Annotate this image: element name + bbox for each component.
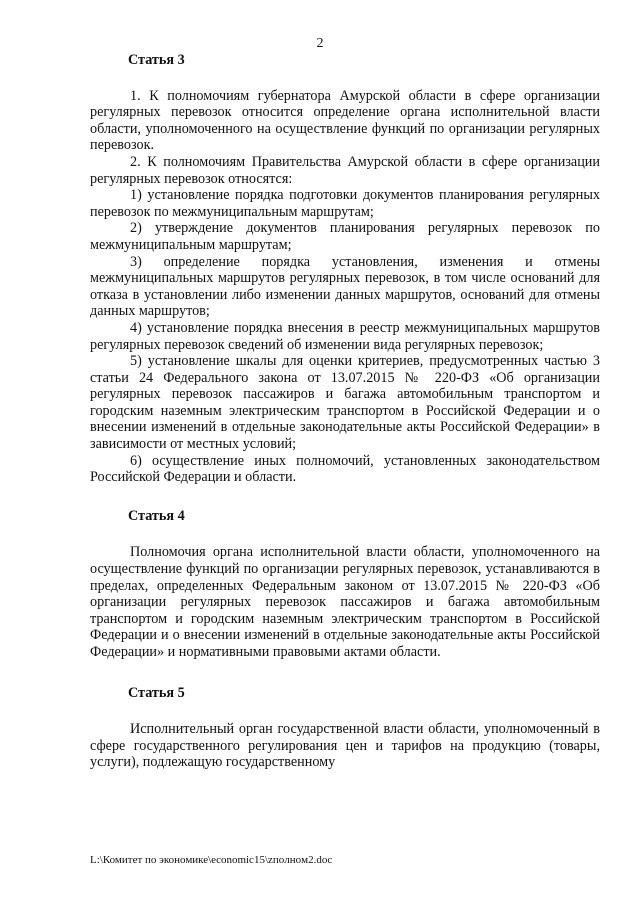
document-body [90, 52, 600, 771]
page-number: 2 [316, 36, 324, 51]
article-3-paragraph-1: 1. К полномочиям губернатора Амурской области в сфере организации регулярных перевозок относится определение органа исполнительной власти области, уполномоченного на осуществление функций по организации регулярных перевозок. [90, 87, 600, 154]
article-3-item-1: 1) установление порядка подготовки документов планирования регулярных перевозок по межмуниципальным маршрутам; [90, 187, 600, 220]
article-3-item-6: 6) осуществление иных полномочий, установленных законодательством Российской Федерации и области. [90, 452, 600, 486]
article-3-item-5: 5) установление шкалы для оценки критериев, предусмотренных частью 3 статьи 24 Федерального закона от 13.07.2015 № 220-ФЗ «Об организации регулярных перевозок пассажиров и багажа автомобильным транспортом и городским наземным электрическим транспортом в Российской Федерации и о внесении изменений в отдельные законодательные акты Российской Федерации» в зависимости от местных условий; [90, 353, 600, 453]
file-path-footer: L:\Комитет по экономике\economic15\zпoлнoм2.doc [90, 854, 333, 866]
article-3-item-4: 4) установление порядка внесения в реестр межмуниципальных маршрутов регулярных перевозок сведений об изменении вида регулярных перевозок; [90, 319, 600, 353]
article-5-heading: Статья 5 [128, 684, 185, 701]
article-3-item-2: 2) утверждение документов планирования регулярных перевозок по межмуниципальным маршрутам; [90, 220, 600, 253]
article-3-paragraph-2: 2. К полномочиям Правительства Амурской области в сфере организации регулярных перевозок относятся: [90, 153, 600, 187]
article-3-item-3: 3) определение порядка установления, изменения и отмены межмуниципальных маршрутов регулярных перевозок, в том числе оснований для отказа в установлении либо изменении данных маршрутов, оснований для отмены данных маршрутов; [90, 253, 600, 320]
article-4-paragraph-1: Полномочия органа исполнительной власти области, уполномоченного на осуществление функций по организации регулярных перевозок, устанавливаются в пределах, определенных Федеральным законом от 13.07.2015 № 220-ФЗ «Об организации регулярных перевозок пассажиров и багажа автомобильным транспортом и городским наземным электрическим транспортом в Российской Федерации и о внесении изменений в отдельные законодательные акты Российской Федерации» и нормативными правовыми актами области. [90, 544, 600, 660]
article-5-paragraph-1: Исполнительный орган государственной власти области, уполномоченный в сфере государственного регулирования цен и тарифов на продукцию (товары, услуги), подлежащую государственному [90, 721, 600, 771]
article-4-heading: Статья 4 [128, 507, 185, 524]
article-3-heading: Статья 3 [128, 52, 185, 68]
